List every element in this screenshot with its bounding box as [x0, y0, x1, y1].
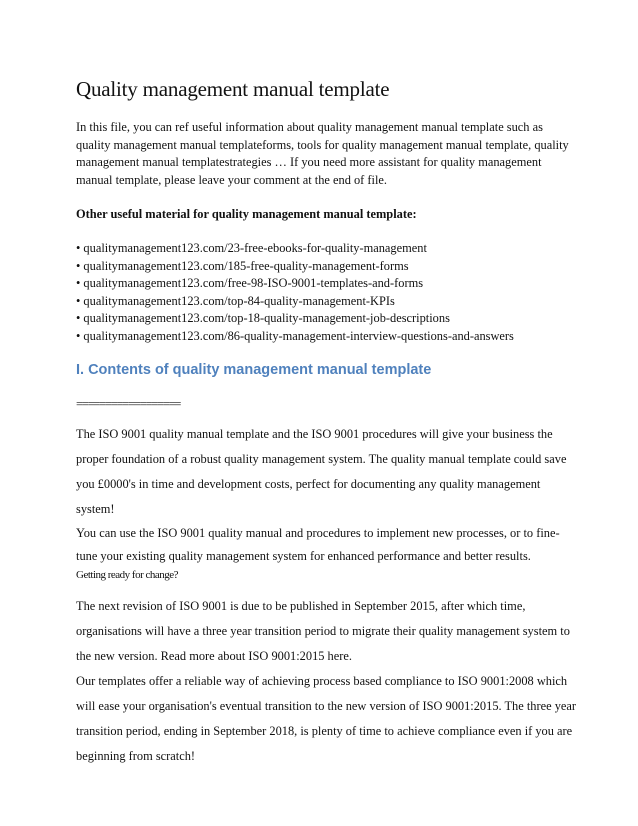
- link-list: [76, 240, 578, 345]
- section-heading: I. Contents of quality management manual template: [76, 362, 432, 378]
- other-material-heading: Other useful material for quality management manual template:: [76, 207, 417, 221]
- list-item[interactable]: • qualitymanagement123.com/185-free-quality-management-forms: [76, 258, 409, 273]
- paragraph-2-tail: Getting ready for change?: [76, 569, 179, 581]
- intro-paragraph: In this file, you can ref useful information about quality management manual template such as quality management manual templateforms, tools for quality management manual template, quality management manual templatestrategies … If you need more assistant for quality management manual template, please leave your comment at the end of file.: [76, 120, 569, 187]
- list-item[interactable]: • qualitymanagement123.com/23-free-ebooks-for-quality-management: [76, 241, 427, 255]
- paragraph-4: Our templates offer a reliable way of achieving process based compliance to ISO 9001:2008 which will ease your organisation's eventual transition to the new version of ISO 9001:2015. The three year transition period, ending in September 2018, is plenty of time to achieve compliance even if you are beginning from scratch!: [76, 674, 577, 763]
- paragraph-2: You can use the ISO 9001 quality manual and procedures to implement new processes, or to fine-tune your existing quality management system for enhanced performance and better results.: [76, 526, 560, 563]
- paragraph-1: The ISO 9001 quality manual template and the ISO 9001 procedures will give your business the proper foundation of a robust quality management system. The quality manual template could save you £0000's in time and development costs, perfect for documenting any quality management system!: [76, 427, 567, 516]
- list-item[interactable]: • qualitymanagement123.com/free-98-ISO-9001-templates-and-forms: [76, 276, 424, 290]
- paragraph-3: The next revision of ISO 9001 is due to be published in September 2015, after which time, organisations will have a three year transition period to migrate their quality management system to the new version. Read more about ISO 9001:2015 here.: [76, 599, 570, 663]
- list-item[interactable]: • qualitymanagement123.com/top-18-quality-management-job-descriptions: [76, 311, 450, 325]
- list-item[interactable]: • qualitymanagement123.com/top-84-quality-management-KPIs: [76, 293, 395, 308]
- divider-line: ==================: [76, 397, 181, 411]
- list-item[interactable]: • qualitymanagement123.com/86-quality-management-interview-questions-and-answers: [76, 328, 514, 343]
- document-title: Quality management manual template: [76, 77, 390, 101]
